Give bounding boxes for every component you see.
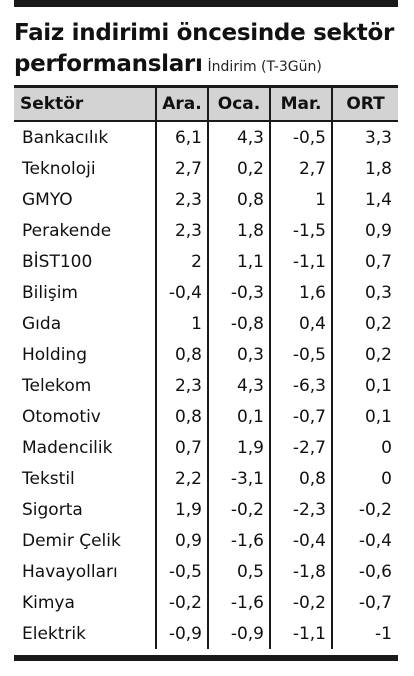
article-table-card xyxy=(14,0,398,661)
cell-ara: 0,8 xyxy=(155,339,207,370)
top-rule xyxy=(14,0,398,7)
cell-ort: 0,9 xyxy=(331,215,398,246)
cell-ara: 1 xyxy=(155,308,207,339)
cell-ara: 2,2 xyxy=(155,463,207,494)
cell-mar: -0,5 xyxy=(269,339,331,370)
cell-sector: Bankacılık xyxy=(22,127,109,148)
cell-ort: 0,3 xyxy=(331,277,398,308)
header-ara: Ara. xyxy=(155,88,207,120)
cell-ara: -0,4 xyxy=(155,277,207,308)
cell-oca: -1,6 xyxy=(207,587,269,618)
cell-oca: -0,8 xyxy=(207,308,269,339)
cell-oca: 0,2 xyxy=(207,153,269,184)
cell-mar: 1,6 xyxy=(269,277,331,308)
cell-ort: 1,8 xyxy=(331,153,398,184)
cell-ara: 2,7 xyxy=(155,153,207,184)
cell-ort: 0 xyxy=(331,432,398,463)
cell-ara: 2,3 xyxy=(155,184,207,215)
cell-sector: Telekom xyxy=(22,375,92,396)
page-title: Faiz indirimi öncesinde sektör xyxy=(14,20,395,46)
table-row xyxy=(14,277,398,308)
cell-oca: 1,8 xyxy=(207,215,269,246)
table-row xyxy=(14,556,398,587)
cell-ort: -0,4 xyxy=(331,525,398,556)
cell-oca: 4,3 xyxy=(207,122,269,153)
cell-mar: -0,2 xyxy=(269,587,331,618)
sector-performance-table xyxy=(14,85,398,649)
table-row xyxy=(14,401,398,432)
cell-ara: -0,9 xyxy=(155,618,207,649)
cell-mar: 0,4 xyxy=(269,308,331,339)
table-row xyxy=(14,153,398,184)
cell-ort: 0,2 xyxy=(331,308,398,339)
cell-ara: 2,3 xyxy=(155,370,207,401)
cell-ara: 2 xyxy=(155,246,207,277)
header-mar: Mar. xyxy=(269,88,331,120)
cell-oca: 0,5 xyxy=(207,556,269,587)
header-sector: Sektör xyxy=(20,94,84,114)
cell-ara: 1,9 xyxy=(155,494,207,525)
cell-ara: 2,3 xyxy=(155,215,207,246)
cell-oca: -1,6 xyxy=(207,525,269,556)
cell-ara: 0,7 xyxy=(155,432,207,463)
cell-oca: 4,3 xyxy=(207,370,269,401)
cell-ort: 0,1 xyxy=(331,401,398,432)
cell-ara: 0,8 xyxy=(155,401,207,432)
cell-oca: 1,1 xyxy=(207,246,269,277)
cell-mar: -6,3 xyxy=(269,370,331,401)
cell-sector: Gıda xyxy=(22,313,62,334)
cell-sector: Elektrik xyxy=(22,623,86,644)
cell-mar: -2,7 xyxy=(269,432,331,463)
header-ort: ORT xyxy=(331,88,398,120)
table-row xyxy=(14,215,398,246)
table-row xyxy=(14,494,398,525)
cell-ara: -0,2 xyxy=(155,587,207,618)
cell-sector: Havayolları xyxy=(22,561,118,582)
cell-mar: -0,5 xyxy=(269,122,331,153)
cell-mar: -1,8 xyxy=(269,556,331,587)
cell-mar: -1,1 xyxy=(269,618,331,649)
cell-oca: 0,1 xyxy=(207,401,269,432)
cell-ort: -0,2 xyxy=(331,494,398,525)
subtitle: İndirim (T-3Gün) xyxy=(207,59,322,75)
cell-mar: 1 xyxy=(269,184,331,215)
cell-ort: 0,2 xyxy=(331,339,398,370)
cell-sector: Kimya xyxy=(22,592,75,613)
table-row xyxy=(14,339,398,370)
cell-oca: -0,9 xyxy=(207,618,269,649)
table-row xyxy=(14,618,398,649)
cell-ort: 0 xyxy=(331,463,398,494)
bottom-rule xyxy=(14,655,398,661)
table-row xyxy=(14,370,398,401)
cell-sector: Madencilik xyxy=(22,437,113,458)
cell-oca: -0,3 xyxy=(207,277,269,308)
cell-mar: -0,4 xyxy=(269,525,331,556)
cell-mar: 0,8 xyxy=(269,463,331,494)
cell-ara: 0,9 xyxy=(155,525,207,556)
table-header-row xyxy=(14,88,398,122)
cell-ort: 1,4 xyxy=(331,184,398,215)
table-row xyxy=(14,308,398,339)
cell-mar: -1,1 xyxy=(269,246,331,277)
table-row xyxy=(14,525,398,556)
cell-sector: Demir Çelik xyxy=(22,530,121,551)
cell-mar: -0,7 xyxy=(269,401,331,432)
cell-mar: 2,7 xyxy=(269,153,331,184)
table-row xyxy=(14,587,398,618)
cell-sector: Teknoloji xyxy=(22,158,96,179)
cell-ort: -0,6 xyxy=(331,556,398,587)
cell-ort: 0,1 xyxy=(331,370,398,401)
table-row xyxy=(14,122,398,153)
table-row xyxy=(14,184,398,215)
cell-oca: -3,1 xyxy=(207,463,269,494)
cell-oca: 1,9 xyxy=(207,432,269,463)
cell-sector: Holding xyxy=(22,344,87,365)
table-row xyxy=(14,432,398,463)
cell-oca: 0,8 xyxy=(207,184,269,215)
cell-sector: Perakende xyxy=(22,220,112,241)
cell-sector: Otomotiv xyxy=(22,406,101,427)
cell-sector: Bilişim xyxy=(22,282,78,303)
cell-ort: 0,7 xyxy=(331,246,398,277)
cell-sector: BİST100 xyxy=(22,251,93,272)
cell-sector: Sigorta xyxy=(22,499,83,520)
cell-sector: GMYO xyxy=(22,189,73,210)
header-oca: Oca. xyxy=(207,88,269,120)
title-line-2 xyxy=(14,50,398,81)
cell-mar: -1,5 xyxy=(269,215,331,246)
title-continuation: performansları xyxy=(14,51,203,77)
cell-ara: -0,5 xyxy=(155,556,207,587)
cell-ort: -0,7 xyxy=(331,587,398,618)
cell-oca: 0,3 xyxy=(207,339,269,370)
cell-sector: Tekstil xyxy=(22,468,75,489)
cell-oca: -0,2 xyxy=(207,494,269,525)
cell-ort: 3,3 xyxy=(331,122,398,153)
table-row xyxy=(14,246,398,277)
cell-ort: -1 xyxy=(331,618,398,649)
cell-ara: 6,1 xyxy=(155,122,207,153)
cell-mar: -2,3 xyxy=(269,494,331,525)
table-row xyxy=(14,463,398,494)
